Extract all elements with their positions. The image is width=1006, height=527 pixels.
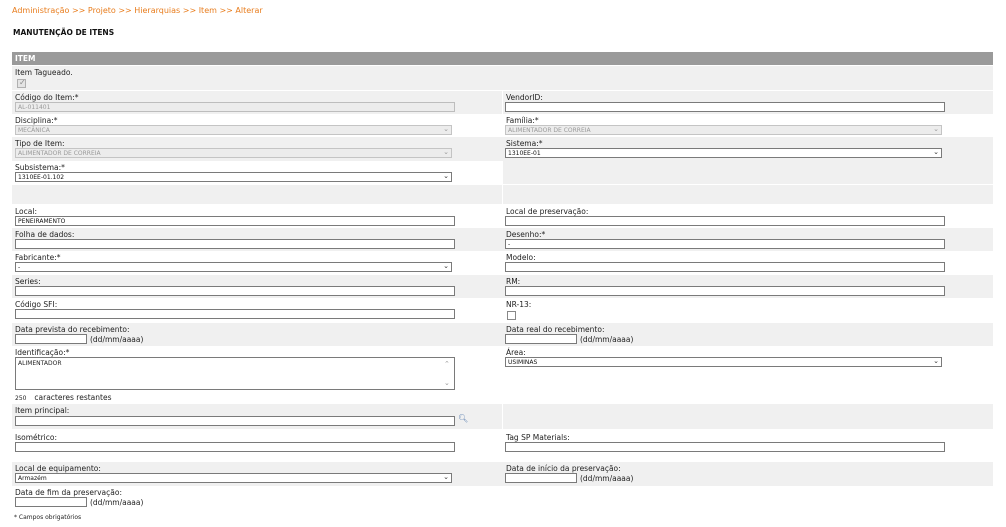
row-subsistema [12,161,993,184]
chevron-down-icon: ⌄ [933,357,939,365]
chevron-down-icon: ⌄ [444,379,450,387]
checkmark-icon: ✓ [19,78,26,87]
local-preservacao-label: Local de preservação: [506,207,589,216]
data-fim-input[interactable] [15,497,87,507]
disciplina-select[interactable] [15,125,452,135]
rm-label: RM: [506,277,521,286]
row-datas-recebimento [12,323,993,346]
cell-data-real [503,323,993,346]
sistema-label: Sistema:* [506,139,543,148]
row-fabricante [12,251,993,275]
cell-data-inicio [503,462,993,486]
data-real-input[interactable] [505,334,577,344]
cell-empty [503,161,993,184]
disciplina-value: MECÂNICA [18,127,50,134]
cell-disciplina [12,114,502,137]
chevron-down-icon: ⌄ [443,473,449,481]
scrollbar[interactable] [444,360,452,387]
cell-data-fim [12,486,502,510]
area-label: Área: [506,348,526,357]
isometrico-input[interactable] [15,442,455,452]
vendor-id-input[interactable] [505,102,945,112]
familia-select[interactable] [505,125,942,135]
cell-data-prevista [12,323,502,346]
local-input[interactable]: PENEIRAMENTO [15,216,455,226]
cell-vendor [503,91,993,114]
row-local [12,205,993,228]
row-spacer [12,185,993,204]
codigo-item-label: Código do Item:* [15,93,79,102]
cell-modelo [503,251,993,275]
folha-dados-label: Folha de dados: [15,230,75,239]
required-footnote: * Campos obrigatórios [14,514,82,521]
local-label: Local: [15,207,37,216]
tag-sp-input[interactable] [505,442,945,452]
data-fim-label: Data de fim da preservação: [15,488,122,497]
cell-local-preservacao [503,205,993,228]
cell-nr13 [503,298,993,323]
data-inicio-hint: (dd/mm/aaaa) [580,474,634,483]
data-prevista-hint: (dd/mm/aaaa) [90,335,144,344]
section-header: ITEM [12,52,993,65]
row-identificacao [12,346,993,404]
data-prevista-label: Data prevista do recebimento: [15,325,130,334]
codigo-sfi-label: Código SFI: [15,300,58,309]
subsistema-label: Subsistema:* [15,163,65,172]
modelo-label: Modelo: [506,253,536,262]
modelo-input[interactable] [505,262,945,272]
row-isometrico [12,429,993,462]
data-fim-hint: (dd/mm/aaaa) [90,498,144,507]
cell-fabricante [12,251,502,275]
cell-spacer-right [503,185,993,204]
chevron-down-icon: ⌄ [443,148,449,156]
remaining-count: 250 [15,395,27,402]
sistema-value: 1310EE-01 [508,150,541,157]
cell-tag-sp [503,429,993,462]
tipo-item-value: ALIMENTADOR DE CORREIA [18,150,101,157]
cell-familia [503,114,993,137]
page-title: MANUTENÇÃO DE ITENS [13,28,115,37]
cell-codigo [12,91,502,114]
cell-subsistema [12,161,502,184]
area-value: USIMINAS [508,359,538,366]
item-principal-label: Item principal: [15,406,70,415]
cell-isometrico [12,429,502,462]
cell-desenho [503,228,993,251]
desenho-label: Desenho:* [506,230,546,239]
identificacao-textarea[interactable] [15,357,455,390]
local-equipamento-value: Armazém [18,475,47,482]
char-counter [15,393,112,402]
cell-rm [503,275,993,298]
series-input[interactable] [15,286,455,296]
tag-sp-label: Tag SP Materials: [506,433,570,442]
local-equipamento-label: Local de equipamento: [15,464,101,473]
cell-spacer-left [12,185,502,204]
item-tagueado-checkbox[interactable] [17,79,26,88]
row-data-fim [12,486,993,510]
identificacao-value: ALIMENTADOR [18,360,62,367]
subsistema-select[interactable] [15,172,452,182]
vendor-id-label: VendorID: [506,93,543,102]
row-tipo [12,137,993,161]
fabricante-value: - [18,264,21,271]
chevron-up-icon: ⌃ [444,360,450,368]
item-principal-input[interactable] [15,416,455,426]
remaining-label: caracteres restantes [34,393,112,402]
local-equipamento-select[interactable] [15,473,452,483]
cell-identificacao [12,346,502,404]
cell-tipo [12,137,502,161]
row-item-tagueado [12,66,993,90]
nr13-label: NR-13: [506,300,532,309]
cell-folha [12,228,502,251]
series-label: Series: [15,277,41,286]
area-select[interactable] [505,357,942,367]
chevron-down-icon: ⌄ [933,148,939,156]
row-item-principal [12,404,993,429]
cell-item-principal [12,404,502,429]
desenho-input[interactable]: - [505,239,945,249]
codigo-item-input[interactable]: AL-011401 [15,102,455,112]
chevron-down-icon: ⌄ [443,125,449,133]
cell-sistema [503,137,993,161]
data-real-label: Data real do recebimento: [506,325,605,334]
row-series [12,275,993,298]
familia-label: Família:* [506,116,539,125]
row-folha [12,228,993,251]
cell-area [503,346,993,404]
fabricante-label: Fabricante:* [15,253,61,262]
cell-series [12,275,502,298]
row-codigo [12,91,993,114]
data-prevista-input[interactable] [15,334,87,344]
tipo-item-select[interactable] [15,148,452,158]
identificacao-label: Identificação:* [15,348,70,357]
cell-sfi [12,298,502,323]
data-real-hint: (dd/mm/aaaa) [580,335,634,344]
row-local-equipamento [12,462,993,486]
folha-dados-input[interactable] [15,239,455,249]
chevron-down-icon: ⌄ [443,262,449,270]
data-inicio-label: Data de início da preservação: [506,464,621,473]
fabricante-select[interactable] [15,262,452,272]
isometrico-label: Isométrico: [15,433,57,442]
row-sfi [12,298,993,323]
search-icon[interactable]: 🔍︎ [458,414,469,423]
data-inicio-input[interactable] [505,473,577,483]
tipo-item-label: Tipo de Item: [15,139,65,148]
breadcrumb[interactable]: Administração >> Projeto >> Hierarquias >> Item >> Alterar [12,6,263,15]
subsistema-value: 1310EE-01.102 [18,174,65,181]
chevron-down-icon: ⌄ [933,125,939,133]
cell-local [12,205,502,228]
chevron-down-icon: ⌄ [443,172,449,180]
cell-item-principal-empty [503,404,993,429]
sistema-select[interactable] [505,148,942,158]
rm-input[interactable] [505,286,945,296]
codigo-sfi-input[interactable] [15,309,455,319]
item-tagueado-label: Item Tagueado. [15,68,73,77]
nr13-checkbox[interactable] [507,311,516,320]
local-preservacao-input[interactable] [505,216,945,226]
row-disciplina [12,114,993,137]
disciplina-label: Disciplina:* [15,116,58,125]
cell-local-equipamento [12,462,502,486]
familia-value: ALIMENTADOR DE CORREIA [508,127,591,134]
